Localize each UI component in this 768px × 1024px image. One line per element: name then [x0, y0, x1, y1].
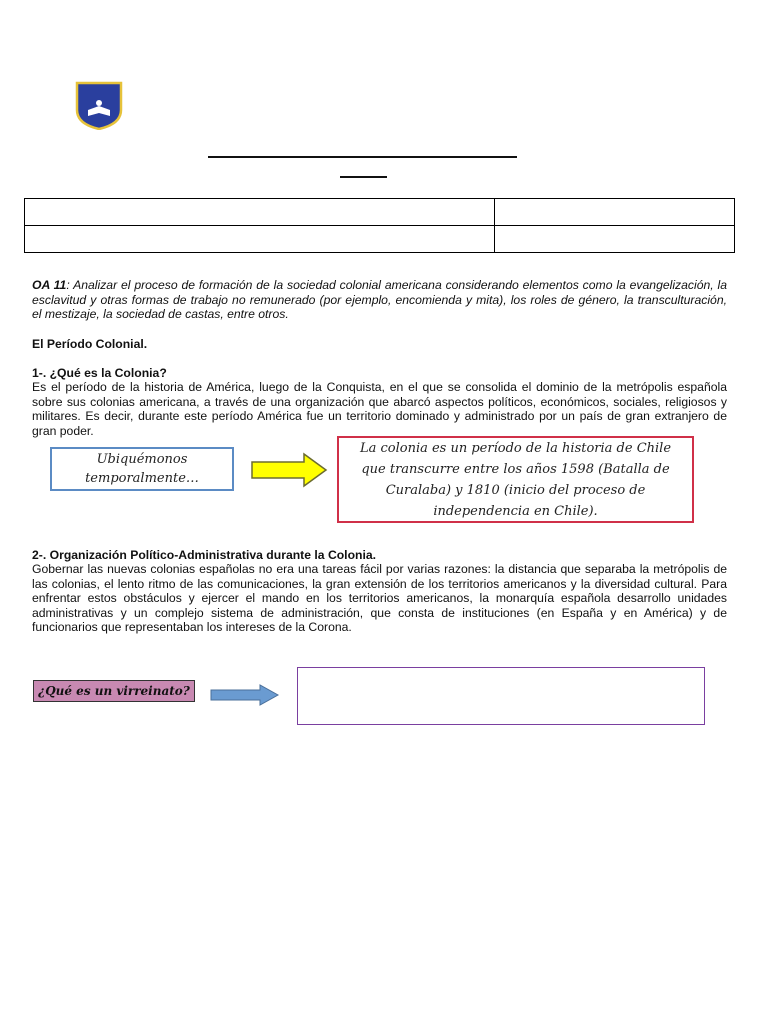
section-title: El Período Colonial. — [32, 337, 148, 351]
question-2-body: Gobernar las nuevas colonias españolas no era una tareas fácil por varias razones: la distancia que separaba la metrópolis de las colonias, el lento ritmo de las comunicaciones, la gran extensión de los territorios americanos y la diversidad cultural. Para enfrentar estos obstáculos y ejercer el mando en los territorios americanos, la monarquía española desarrollo unidades administrativas y un complejo sistema de administración, que consta de instituciones (en España y en América) y de funcionarios que representaban los intereses de la Corona. — [32, 562, 727, 635]
subtitle-line — [340, 176, 387, 178]
learning-objective — [32, 278, 727, 322]
student-info-table — [24, 198, 735, 253]
ubicate-box — [50, 447, 234, 491]
virreinato-answer-box[interactable] — [297, 667, 705, 725]
arrow-right-icon — [250, 452, 328, 488]
colonia-definition-text: La colonia es un período de la historia de Chile que transcurre entre los años 1598 (Batalla de Curalaba) y 1810 (inicio del proceso de independencia en Chile). — [359, 440, 672, 519]
course-field[interactable] — [495, 199, 735, 226]
question-1-heading: 1-. ¿Qué es la Colonia? — [32, 366, 167, 380]
arrow-right-icon — [210, 684, 280, 706]
teacher-field[interactable] — [25, 226, 495, 253]
name-field[interactable] — [25, 199, 495, 226]
colonia-definition-box — [337, 436, 694, 523]
virreinato-question-text: ¿Qué es un virreinato? — [38, 684, 190, 698]
question-1-body: Es el período de la historia de América, luego de la Conquista, en el que se consolida el dominio de la metrópolis española sobre sus colonias americana, a través de una organización que abarcó aspectos políticos, económicos, sociales, religiosos y militares. Es decir, durante este período América fue un territorio dominado y administrado por un país de gran extranjero de gran poder. — [32, 380, 727, 438]
date-field[interactable] — [495, 226, 735, 253]
question-2-heading: 2-. Organización Político-Administrativa durante la Colonia. — [32, 548, 377, 562]
ubicate-text: Ubiquémonos temporalmente… — [85, 452, 199, 486]
objective-code: OA 11 — [32, 278, 67, 292]
title-line — [208, 156, 517, 158]
virreinato-question-label — [33, 680, 195, 702]
objective-text: : Analizar el proceso de formación de la sociedad colonial americana considerando elementos como la evangelización, la esclavitud y otras formas de trabajo no remunerado (por ejemplo, encomienda y mita), los roles de género, la transculturación, el mestizaje, la sociedad de castas, entre otros. — [32, 278, 727, 322]
school-logo — [74, 80, 124, 130]
